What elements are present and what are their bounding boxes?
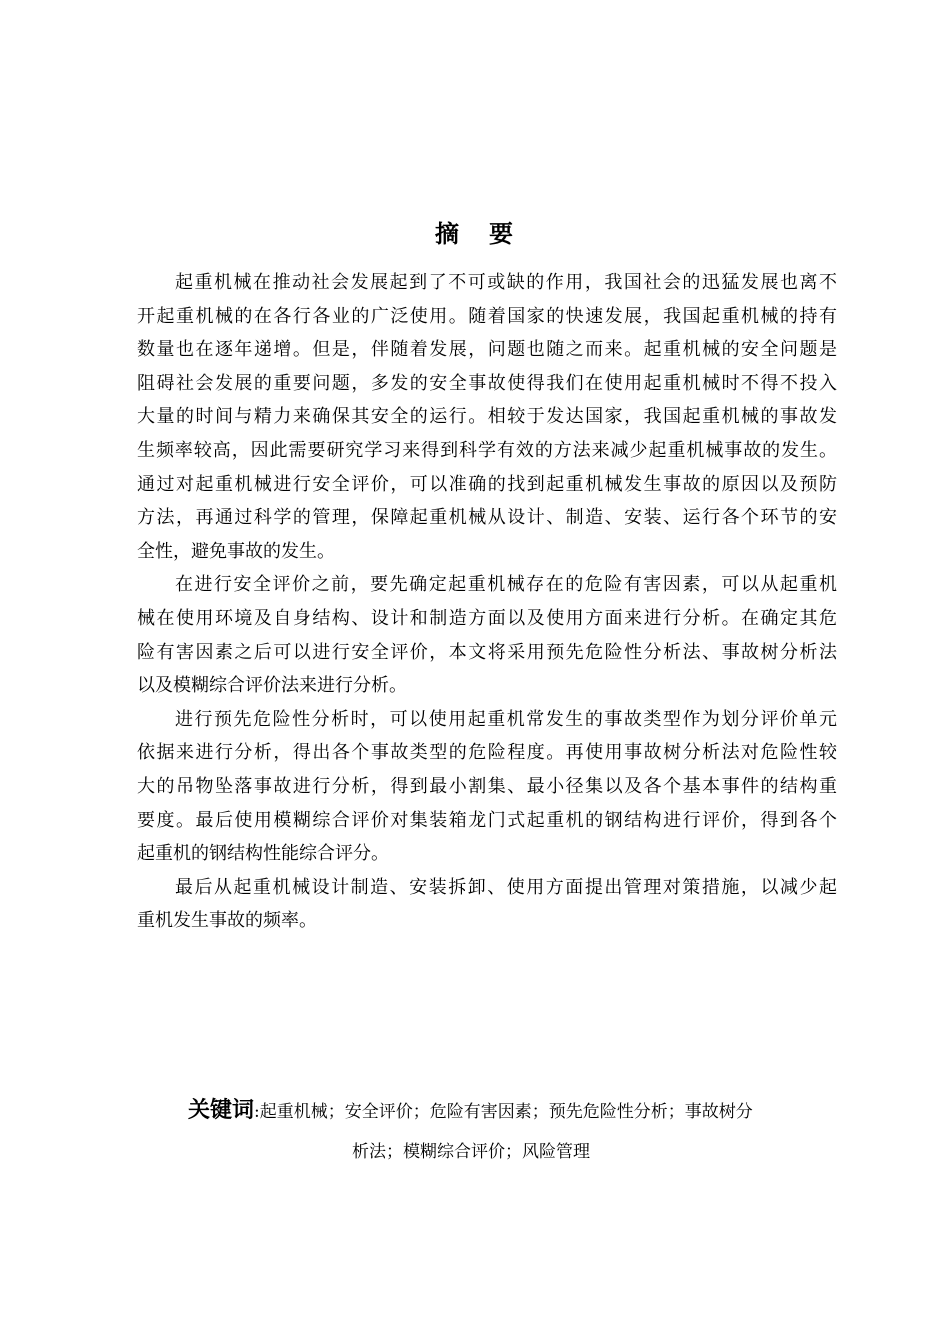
paragraph-1-line-7: 通过对起重机械进行安全评价，可以准确的找到起重机械发生事故的原因以及预防 [137, 473, 837, 495]
keywords-line-1 [188, 1090, 848, 1133]
paragraph-3-line-2: 依据来进行分析，得出各个事故类型的危险程度。再使用事故树分析法对危险性较 [137, 742, 837, 764]
paragraph-1-line-2: 开起重机械的在各行各业的广泛使用。随着国家的快速发展，我国起重机械的持有 [137, 305, 837, 327]
paragraph-1-line-3: 数量也在逐年递增。但是，伴随着发展，问题也随之而来。起重机械的安全问题是 [137, 339, 837, 361]
paragraph-1-line-5: 大量的时间与精力来确保其安全的运行。相较于发达国家，我国起重机械的事故发 [137, 406, 837, 428]
keywords-colon: : [254, 1102, 260, 1122]
paragraph-3-line-1: 进行预先危险性分析时，可以使用起重机常发生的事故类型作为划分评价单元 [175, 708, 837, 730]
abstract-title [0, 214, 950, 249]
paragraph-2-line-4: 以及模糊综合评价法来进行分析。 [137, 675, 407, 697]
paragraph-2-line-3: 险有害因素之后可以进行安全评价，本文将采用预先危险性分析法、事故树分析法 [137, 641, 837, 663]
paragraph-3-line-5: 起重机的钢结构性能综合评分。 [137, 843, 389, 865]
paragraph-1-line-4: 阻碍社会发展的重要问题，多发的安全事故使得我们在使用起重机械时不得不投入 [137, 372, 837, 394]
paragraph-4-line-1: 最后从起重机械设计制造、安装拆卸、使用方面提出管理对策措施，以减少起 [175, 876, 837, 898]
title-char-2: 要 [489, 220, 515, 248]
paragraph-4-line-2: 重机发生事故的频率。 [137, 910, 317, 932]
title-char-1: 摘 [435, 220, 461, 248]
keywords-line-2: 析法；模糊综合评价；风险管理 [352, 1142, 590, 1162]
paragraph-1-line-1: 起重机械在推动社会发展起到了不可或缺的作用，我国社会的迅猛发展也离不 [175, 272, 837, 293]
abstract-body [137, 266, 837, 938]
paragraph-3-line-4: 要度。最后使用模糊综合评价对集装箱龙门式起重机的钢结构进行评价，得到各个 [137, 809, 837, 831]
keywords-text-1: 起重机械；安全评价；危险有害因素；预先危险性分析；事故树分 [259, 1102, 753, 1122]
paragraph-1-line-9: 全性，避免事故的发生。 [137, 540, 335, 562]
paragraph-3-line-3: 大的吊物坠落事故进行分析，得到最小割集、最小径集以及各个基本事件的结构重 [137, 775, 837, 797]
paragraph-2-line-1: 在进行安全评价之前，要先确定起重机械存在的危险有害因素，可以从起重机 [175, 574, 837, 596]
paragraph-1-line-8: 方法，再通过科学的管理，保障起重机械从设计、制造、安装、运行各个环节的安 [137, 507, 837, 529]
paragraph-2-line-2: 械在使用环境及自身结构、设计和制造方面以及使用方面来进行分析。在确定其危 [137, 607, 837, 629]
paragraph-1-line-6: 生频率较高，因此需要研究学习来得到科学有效的方法来减少起重机械事故的发生。 [137, 439, 837, 461]
keywords-label: 关键词 [188, 1098, 255, 1123]
